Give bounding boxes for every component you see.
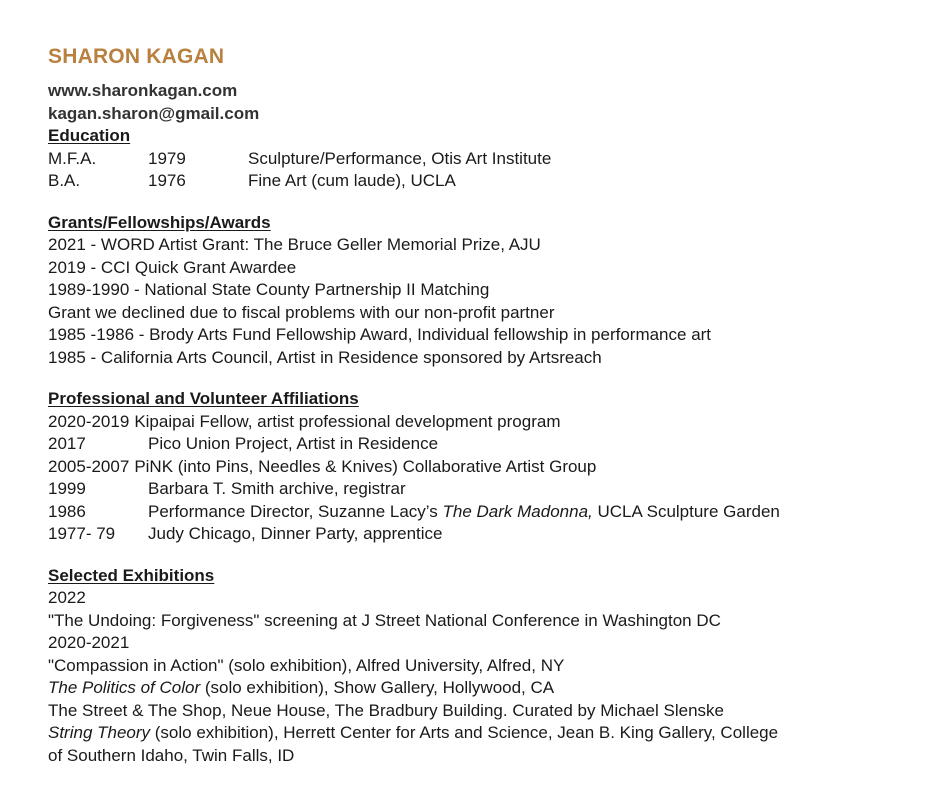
affiliation-desc-pre: Performance Director, Suzanne Lacy’s [148,501,443,521]
affiliation-desc [148,501,780,524]
grant-item: 1985 -1986 - Brody Arts Fund Fellowship Award, Individual fellowship in performance art [48,325,712,344]
affiliations-heading: Professional and Volunteer Affiliations [48,389,359,408]
affiliation-year: 1999 [48,479,86,498]
grant-item: 1985 - California Arts Council, Artist in Residence sponsored by Artsreach [48,347,602,367]
work-title: The Dark Madonna, [442,501,593,521]
exhibition-title: String Theory [48,723,151,742]
email-link[interactable]: kagan.sharon@gmail.com [48,103,260,123]
exhibitions-heading: Selected Exhibitions [48,565,215,585]
degree: B.A. [48,171,81,190]
affiliation-row [48,523,950,546]
affiliation-desc: Kipaipai Fellow, artist professional development program [134,411,561,431]
affiliation-desc: PiNK (into Pins, Needles & Knives) Collaborative Artist Group [134,456,597,476]
exhibition-item [48,722,950,745]
affiliation-year: 2017 [48,434,86,453]
exhibition-details: (solo exhibition), Show Gallery, Hollywood, CA [200,678,555,697]
degree-desc: Sculpture/Performance, Otis Art Institute [248,148,552,168]
grant-item: 2019 - CCI Quick Grant Awardee [48,257,297,277]
exhibition-item: The Street & The Shop, Neue House, The Bradbury Building. Curated by Michael Slenske [48,700,724,720]
affiliation-desc: Pico Union Project, Artist in Residence [148,434,439,453]
affiliation-year: 1986 [48,501,86,521]
education-row [48,170,950,193]
affiliation-row [48,456,950,479]
grant-item: Grant we declined due to fiscal problems with our non-profit partner [48,302,555,322]
education-row [48,148,950,171]
affiliation-year: 2020-2019 [48,411,130,431]
exhibition-year: 2020-2021 [48,633,130,652]
exhibition-item: "Compassion in Action" (solo exhibition), Alfred University, Alfred, NY [48,655,565,675]
grant-item: 1989-1990 - National State County Partnership II Matching [48,280,490,299]
degree-year: 1976 [148,171,186,190]
artist-name: SHARON KAGAN [48,45,225,68]
affiliation-row [48,478,950,501]
exhibition-title: The Politics of Color [48,678,201,697]
degree-desc: Fine Art (cum laude), UCLA [248,171,456,190]
affiliation-row [48,501,950,524]
degree-year: 1979 [148,148,186,168]
website-link[interactable]: www.sharonkagan.com [48,81,238,100]
affiliation-desc: Barbara T. Smith archive, registrar [148,479,406,498]
degree: M.F.A. [48,148,97,168]
exhibition-year: 2022 [48,588,86,607]
affiliation-desc-post: UCLA Sculpture Garden [592,501,780,521]
affiliation-desc: Judy Chicago, Dinner Party, apprentice [148,524,443,543]
exhibition-details: (solo exhibition), Herrett Center for Arts and Science, Jean B. King Gallery, College [150,723,779,742]
exhibition-item: "The Undoing: Forgiveness" screening at J Street National Conference in Washington DC [48,610,721,630]
affiliation-year: 1977- 79 [48,524,116,543]
affiliation-year: 2005-2007 [48,456,130,476]
exhibition-item-continued: of Southern Idaho, Twin Falls, ID [48,745,295,765]
affiliation-row [48,411,950,434]
exhibition-item [48,677,950,700]
affiliation-row [48,433,950,456]
grants-heading: Grants/Fellowships/Awards [48,212,271,232]
grant-item: 2021 - WORD Artist Grant: The Bruce Geller Memorial Prize, AJU [48,235,541,254]
education-heading: Education [48,126,131,145]
